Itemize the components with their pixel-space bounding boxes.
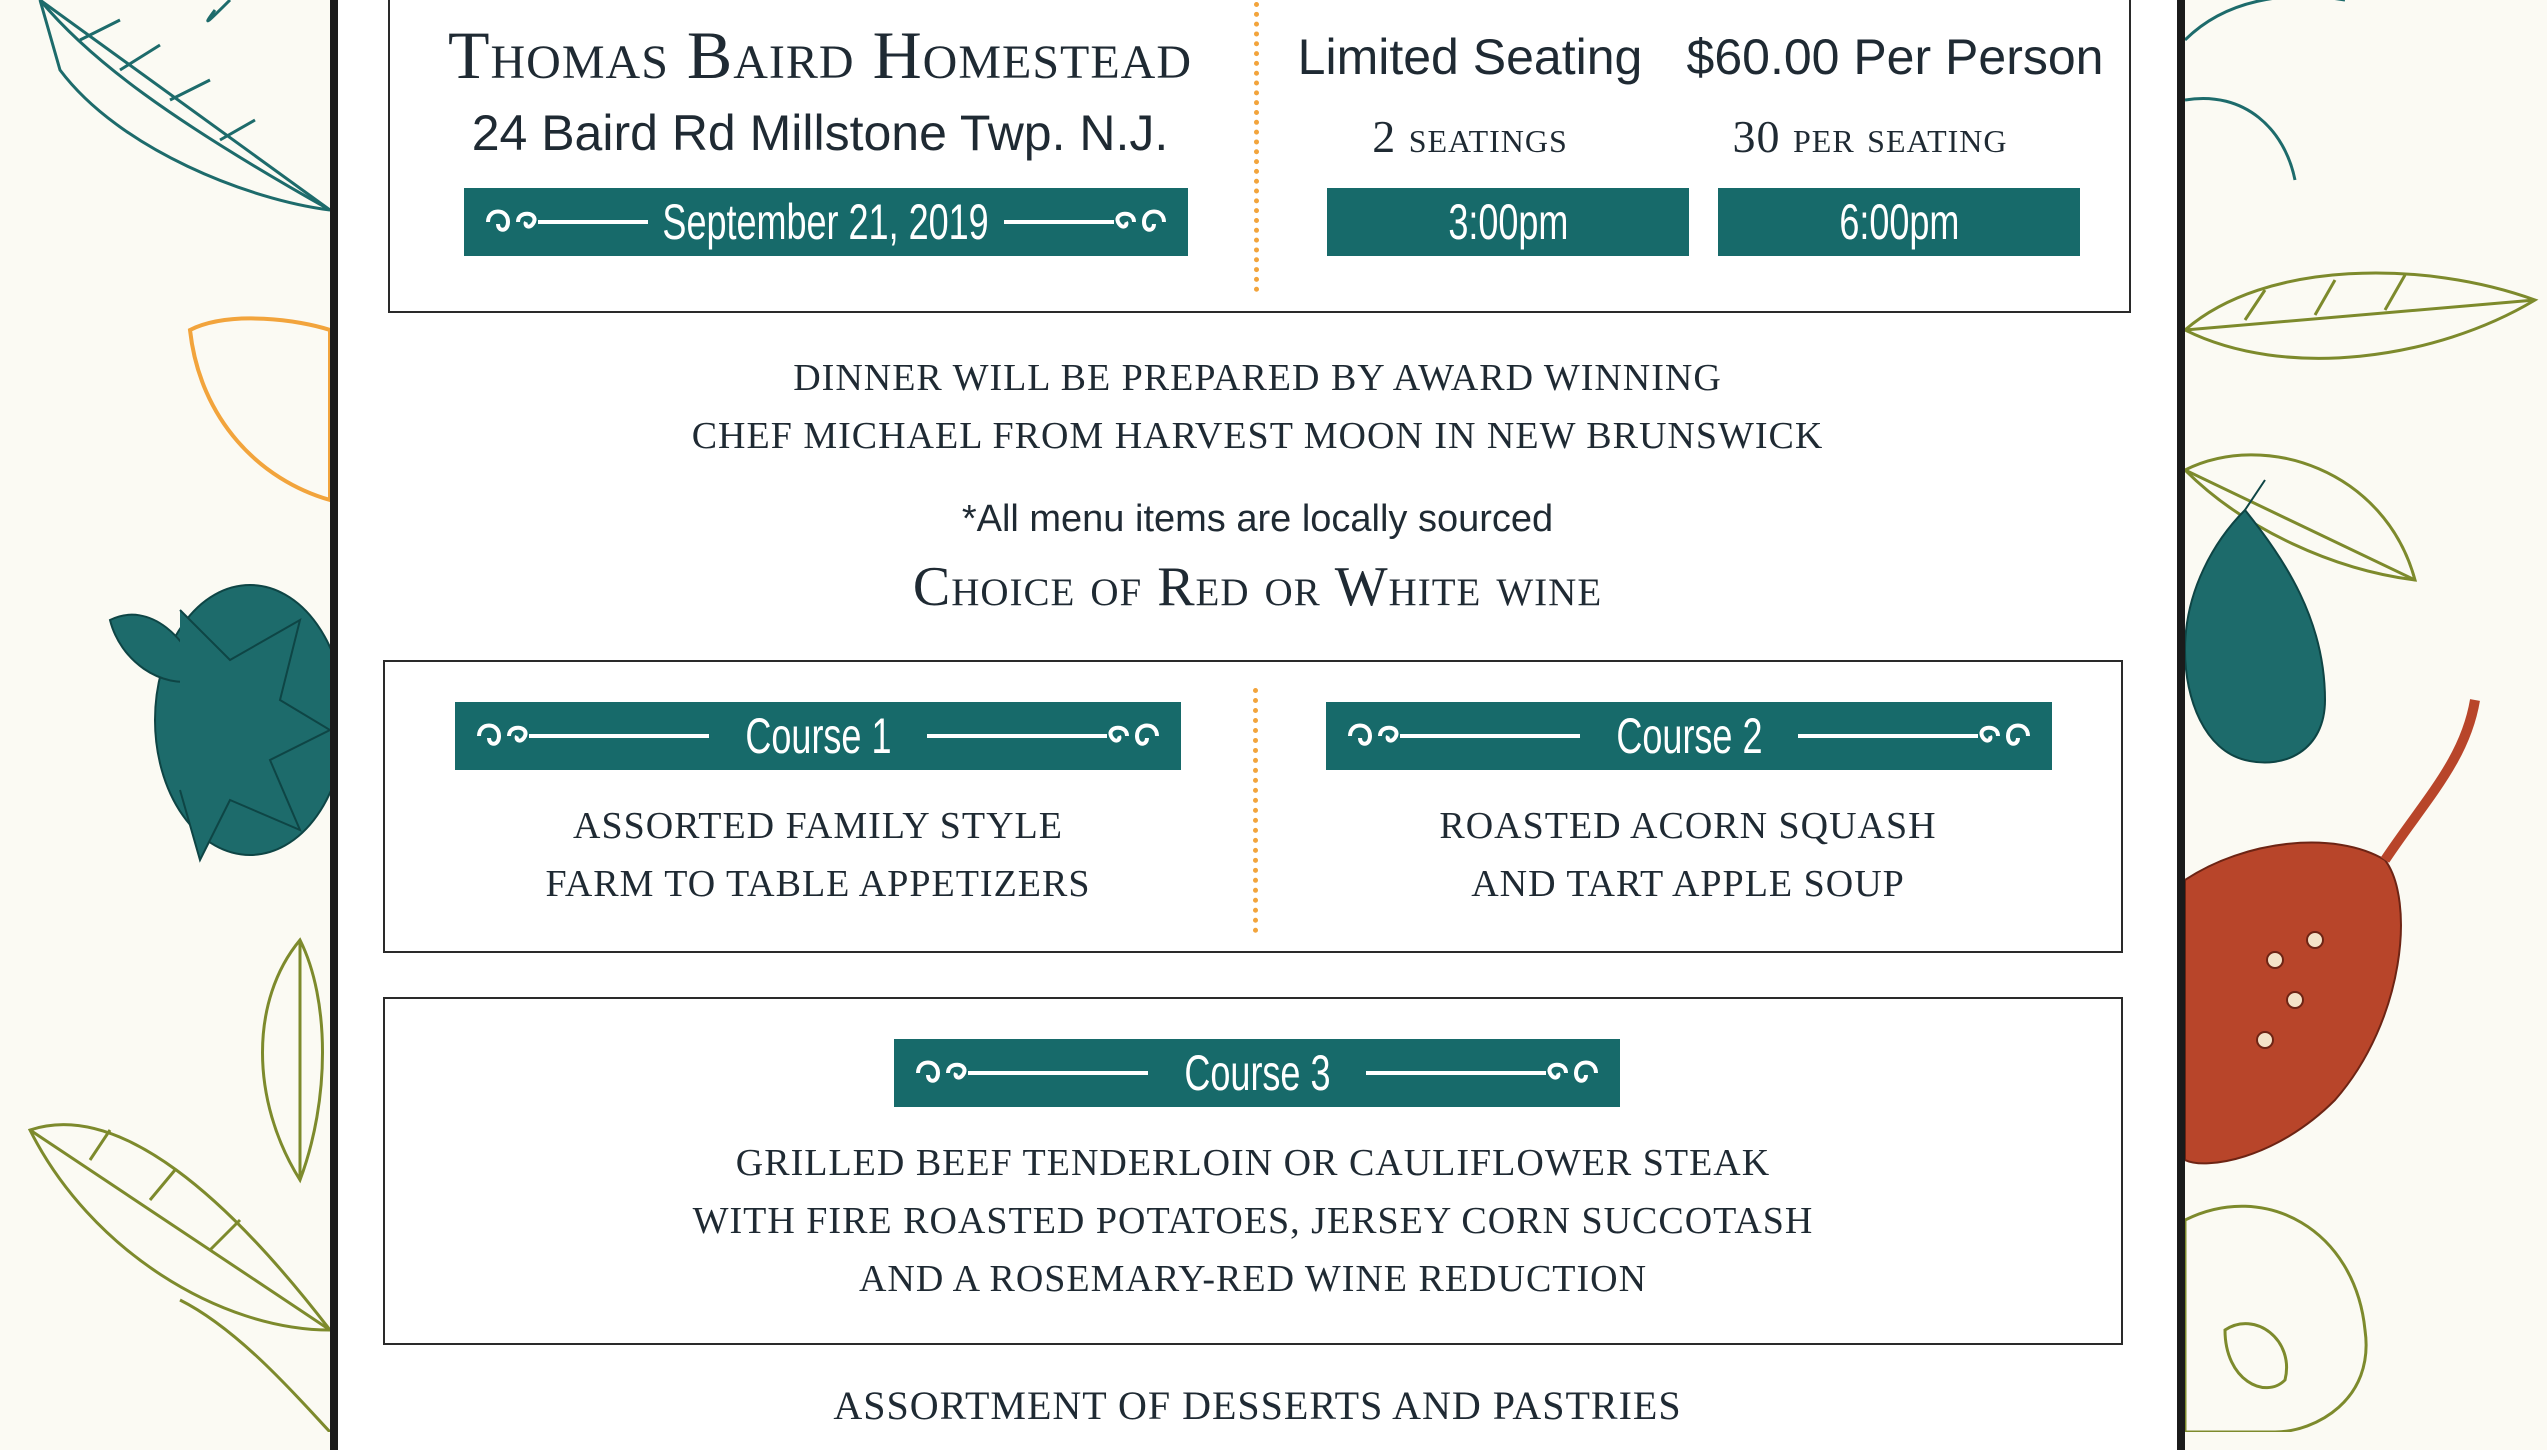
- course-1-line-2: FARM TO TABLE APPETIZERS: [545, 863, 1091, 905]
- event-date: September 21, 2019: [662, 194, 990, 250]
- seating-time-1[interactable]: [1327, 188, 1689, 256]
- seating-time-2[interactable]: [1718, 188, 2080, 256]
- wine-choice: Choice of Red or White wine: [912, 556, 1603, 618]
- chef-line-2: CHEF MICHAEL FROM HARVEST MOON IN NEW BRUNSWICK: [691, 415, 1824, 457]
- course-3-banner: [894, 1039, 1620, 1107]
- scroll-ornament-left-icon: [478, 188, 648, 256]
- seatings-count: 2 seatings: [1372, 111, 1568, 162]
- course-1-line-1: ASSORTED FAMILY STYLE: [573, 805, 1063, 847]
- event-info-box: [388, 0, 2131, 313]
- local-sourcing-note: *All menu items are locally sourced: [961, 498, 1554, 540]
- venue-address: 24 Baird Rd Millstone Twp. N.J.: [471, 105, 1169, 161]
- course-2-line-2: AND TART APPLE SOUP: [1471, 863, 1905, 905]
- scroll-ornament-right-icon: [1366, 1039, 1606, 1107]
- divider-dots: [1253, 688, 1258, 933]
- course-3-line-2: WITH FIRE ROASTED POTATOES, JERSEY CORN SUCCOTASH: [692, 1200, 1814, 1242]
- divider-dots: [1254, 2, 1259, 292]
- course-3-line-1: GRILLED BEEF TENDERLOIN OR CAULIFLOWER STEAK: [735, 1142, 1771, 1184]
- scroll-ornament-right-icon: [1798, 702, 2038, 770]
- menu-sheet: [330, 0, 2185, 1450]
- venue-name: Thomas Baird Homestead: [447, 17, 1193, 93]
- scroll-ornament-left-icon: [1340, 702, 1580, 770]
- scroll-ornament-left-icon: [908, 1039, 1148, 1107]
- course-3-label: Course 3: [1183, 1045, 1331, 1101]
- garlic-icon: [2185, 480, 2325, 763]
- time-label-2: 6:00pm: [1838, 194, 1960, 250]
- dessert-line: ASSORTMENT OF DESSERTS AND PASTRIES: [833, 1383, 1682, 1428]
- per-seating: 30 per seating: [1732, 111, 2008, 162]
- course-3-line-3: AND A ROSEMARY-RED WINE REDUCTION: [858, 1258, 1648, 1300]
- leaf-icon: [0, 0, 330, 1432]
- artichoke-icon: [110, 585, 330, 860]
- scroll-ornament-left-icon: [469, 702, 709, 770]
- price-per-person: $60.00 Per Person: [1686, 29, 2104, 85]
- chef-line-1: DINNER WILL BE PREPARED BY AWARD WINNING: [793, 357, 1722, 399]
- pear-icon: [2185, 1206, 2366, 1432]
- scroll-ornament-right-icon: [927, 702, 1167, 770]
- date-banner: [464, 188, 1188, 256]
- scroll-ornament-right-icon: [1004, 188, 1174, 256]
- course-2-label: Course 2: [1615, 708, 1763, 764]
- limited-seating: Limited Seating: [1297, 29, 1643, 85]
- left-decoration: [0, 0, 330, 1432]
- courses-1-2-box: [383, 660, 2123, 953]
- course-1-label: Course 1: [744, 708, 892, 764]
- course-2-banner: [1326, 702, 2052, 770]
- leaf-icon: [2185, 0, 2547, 1432]
- chili-pepper-icon: [2185, 700, 2475, 1163]
- time-label-1: 3:00pm: [1447, 194, 1569, 250]
- course-3-box: [383, 997, 2123, 1345]
- course-1-banner: [455, 702, 1181, 770]
- course-2-line-1: ROASTED ACORN SQUASH: [1439, 805, 1937, 847]
- right-decoration: [2185, 0, 2547, 1432]
